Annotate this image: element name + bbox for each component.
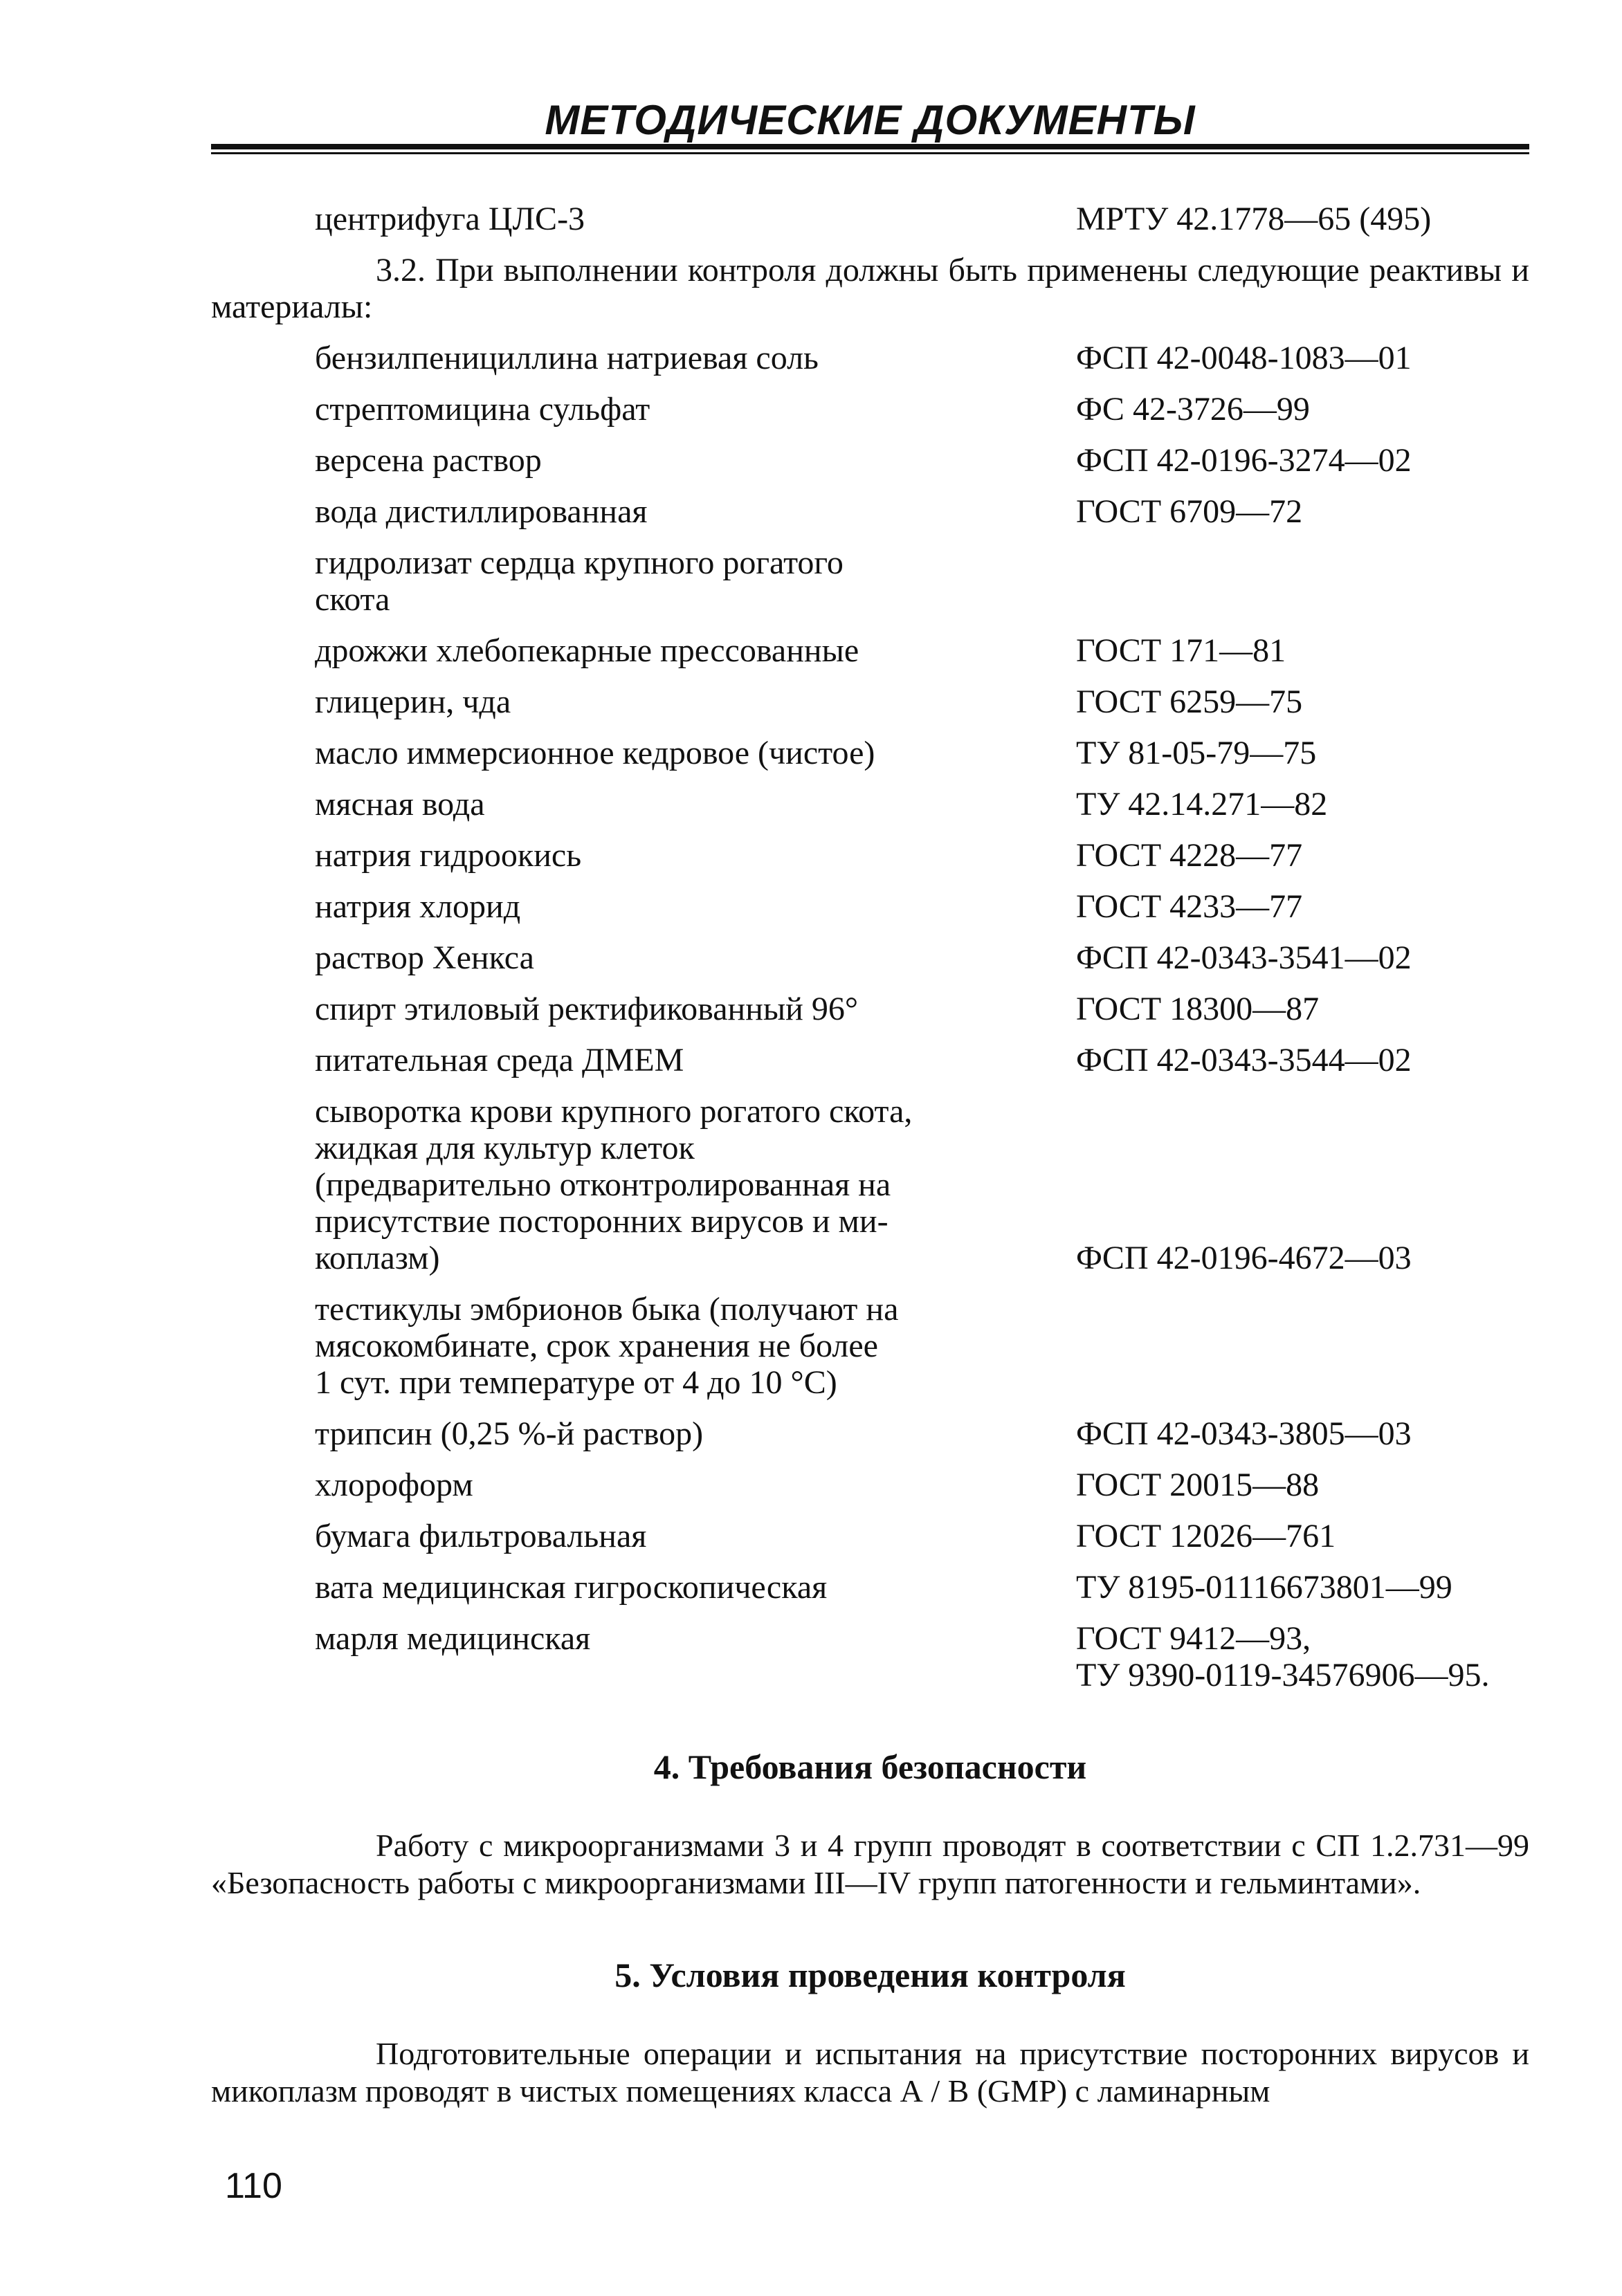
- material-name-line: гидролизат сердца крупного рогатого: [315, 544, 844, 581]
- material-row: [211, 991, 1529, 1027]
- material-row: [211, 1093, 1529, 1276]
- material-standard-line: ТУ 81-05-79—75: [1076, 735, 1317, 771]
- material-name-line: бумага фильтровальная: [315, 1518, 647, 1554]
- material-standard: [1076, 1240, 1560, 1276]
- material-name: [315, 391, 1007, 428]
- material-row: [211, 1042, 1529, 1078]
- material-name: [315, 786, 1007, 823]
- material-row: [211, 632, 1529, 669]
- equipment-standard: [1076, 201, 1560, 237]
- material-name-line: хлороформ: [315, 1467, 473, 1503]
- material-name-line: 1 сут. при температуре от 4 до 10 °С): [315, 1364, 837, 1401]
- equipment-standard-line: МРТУ 42.1778—65 (495): [1076, 201, 1432, 237]
- material-standard-line: ФСП 42-0343-3544—02: [1076, 1042, 1412, 1078]
- material-name: [315, 1518, 1007, 1554]
- material-name-line: питательная среда ДМЕМ: [315, 1042, 684, 1078]
- material-name: [315, 544, 1007, 618]
- material-name-line: трипсин (0,25 %-й раствор): [315, 1415, 704, 1452]
- material-name-line: сыворотка крови крупного рогатого скота,: [315, 1093, 913, 1130]
- equipment-row: [211, 201, 1529, 237]
- material-row: [211, 1569, 1529, 1606]
- material-name: [315, 1291, 1007, 1401]
- material-name-line: марля медицинская: [315, 1620, 591, 1657]
- material-standard-line: ГОСТ 6259—75: [1076, 683, 1303, 720]
- material-name: [315, 991, 1007, 1027]
- material-name: [315, 683, 1007, 720]
- material-name: [315, 442, 1007, 479]
- material-standard: [1076, 991, 1560, 1027]
- material-name-line: мясокомбинате, срок хранения не более: [315, 1328, 878, 1364]
- material-row: [211, 837, 1529, 874]
- material-standard: [1076, 786, 1560, 823]
- material-name: [315, 340, 1007, 376]
- page-number: 110: [225, 2166, 282, 2206]
- material-name: [315, 1620, 1007, 1693]
- material-name: [315, 493, 1007, 530]
- material-row: [211, 1415, 1529, 1452]
- material-standard-line: ГОСТ 6709—72: [1076, 493, 1303, 530]
- material-standard-line: ТУ 9390-0119-34576906—95.: [1076, 1657, 1490, 1693]
- materials-list: [211, 340, 1529, 1693]
- running-head-title: МЕТОДИЧЕСКИЕ ДОКУМЕНТЫ: [545, 97, 1196, 143]
- material-name-line: вода дистиллированная: [315, 493, 648, 530]
- material-name-line: масло иммерсионное кедровое (чистое): [315, 735, 875, 771]
- material-standard: [1076, 735, 1560, 771]
- material-name: [315, 632, 1007, 669]
- material-standard: [1076, 1042, 1560, 1078]
- material-row: [211, 1620, 1529, 1693]
- material-name-line: мясная вода: [315, 786, 485, 823]
- material-row: [211, 340, 1529, 376]
- material-row: [211, 683, 1529, 720]
- material-name: [315, 837, 1007, 874]
- material-name: [315, 1415, 1007, 1452]
- material-standard-line: ФС 42-3726—99: [1076, 391, 1310, 428]
- material-standard: [1076, 1415, 1560, 1452]
- material-name-line: коплазм): [315, 1240, 440, 1276]
- material-name-line: натрия хлорид: [315, 888, 521, 925]
- material-name-line: спирт этиловый ректификованный 96°: [315, 991, 859, 1027]
- material-standard-line: ГОСТ 20015—88: [1076, 1467, 1320, 1503]
- material-standard: [1076, 493, 1560, 530]
- material-name-line: глицерин, чда: [315, 683, 511, 720]
- material-row: [211, 493, 1529, 530]
- material-standard-line: ТУ 42.14.271—82: [1076, 786, 1328, 823]
- material-row: [211, 544, 1529, 618]
- material-row: [211, 391, 1529, 428]
- material-standard-line: ГОСТ 171—81: [1076, 632, 1286, 669]
- material-row: [211, 1467, 1529, 1503]
- material-name-line: стрептомицина сульфат: [315, 391, 650, 428]
- material-row: [211, 786, 1529, 823]
- material-name-line: вата медицинская гигроскопическая: [315, 1569, 828, 1606]
- material-name-line: бензилпенициллина натриевая соль: [315, 340, 819, 376]
- material-standard: [1076, 939, 1560, 976]
- material-standard-line: ТУ 8195-01116673801—99: [1076, 1569, 1452, 1606]
- section-5-text: Подготовительные операции и испытания на присутствие посторонних вирусов и микоплазм проводят в чистых помещениях класса А / В (GMP) с ламинарным: [211, 2036, 1529, 2109]
- material-standard-line: ФСП 42-0343-3541—02: [1076, 939, 1412, 976]
- material-name-line: тестикулы эмбрионов быка (получают на: [315, 1291, 899, 1328]
- material-standard-line: ГОСТ 4228—77: [1076, 837, 1303, 874]
- material-name-line: версена раствор: [315, 442, 542, 479]
- material-name: [315, 888, 1007, 925]
- material-name: [315, 1467, 1007, 1503]
- material-standard: [1076, 1467, 1560, 1503]
- running-head: [211, 89, 1529, 152]
- material-name: [315, 939, 1007, 976]
- header-rule-thin: [211, 152, 1529, 154]
- material-name-line: раствор Хенкса: [315, 939, 534, 976]
- material-standard-line: ФСП 42-0048-1083—01: [1076, 340, 1412, 376]
- material-standard-line: ГОСТ 9412—93,: [1076, 1620, 1311, 1657]
- material-standard: [1076, 632, 1560, 669]
- material-name-line: скота: [315, 581, 390, 618]
- material-name-line: дрожжи хлебопекарные прессованные: [315, 632, 859, 669]
- material-name: [315, 1042, 1007, 1078]
- material-name: [315, 1569, 1007, 1606]
- material-standard: [1076, 442, 1560, 479]
- section-4-heading: 4. Требования безопасности: [653, 1747, 1087, 1786]
- material-row: [211, 888, 1529, 925]
- material-row: [211, 442, 1529, 479]
- material-name-line: присутствие посторонних вирусов и ми-: [315, 1203, 889, 1240]
- materials-intro: 3.2. При выполнении контроля должны быть применены следующие реактивы и материалы:: [211, 252, 1529, 325]
- material-row: [211, 1518, 1529, 1554]
- material-standard: [1076, 340, 1560, 376]
- material-name: [315, 735, 1007, 771]
- material-standard-line: ФСП 42-0196-3274—02: [1076, 442, 1412, 479]
- material-row: [211, 1291, 1529, 1401]
- material-standard: [1076, 1620, 1560, 1693]
- material-standard: [1076, 683, 1560, 720]
- material-standard: [1076, 1569, 1560, 1606]
- material-standard-line: ГОСТ 4233—77: [1076, 888, 1303, 925]
- material-name-line: натрия гидроокись: [315, 837, 582, 874]
- material-standard: [1076, 837, 1560, 874]
- material-standard-line: ФСП 42-0343-3805—03: [1076, 1415, 1412, 1452]
- header-rule-thick: [211, 144, 1529, 149]
- material-standard: [1076, 391, 1560, 428]
- material-standard: [1076, 888, 1560, 925]
- material-name: [315, 1093, 1007, 1276]
- material-name-line: (предварительно отконтролированная на: [315, 1166, 891, 1203]
- material-standard-line: ГОСТ 12026—761: [1076, 1518, 1336, 1554]
- section-4-text: Работу с микроорганизмами 3 и 4 групп проводят в соответствии с СП 1.2.731—99 «Безопасность работы с микроорганизмами III—IV групп патогенности и гельминтами».: [211, 1828, 1529, 1900]
- material-standard-line: ФСП 42-0196-4672—03: [1076, 1240, 1412, 1276]
- section-5-heading: 5. Условия проведения контроля: [614, 1956, 1126, 1994]
- material-row: [211, 735, 1529, 771]
- equipment-name: центрифуга ЦЛС-3: [315, 201, 585, 237]
- page-body: [211, 201, 1529, 2110]
- material-name-line: жидкая для культур клеток: [315, 1130, 695, 1166]
- material-row: [211, 939, 1529, 976]
- material-standard: [1076, 1518, 1560, 1554]
- material-standard-line: ГОСТ 18300—87: [1076, 991, 1320, 1027]
